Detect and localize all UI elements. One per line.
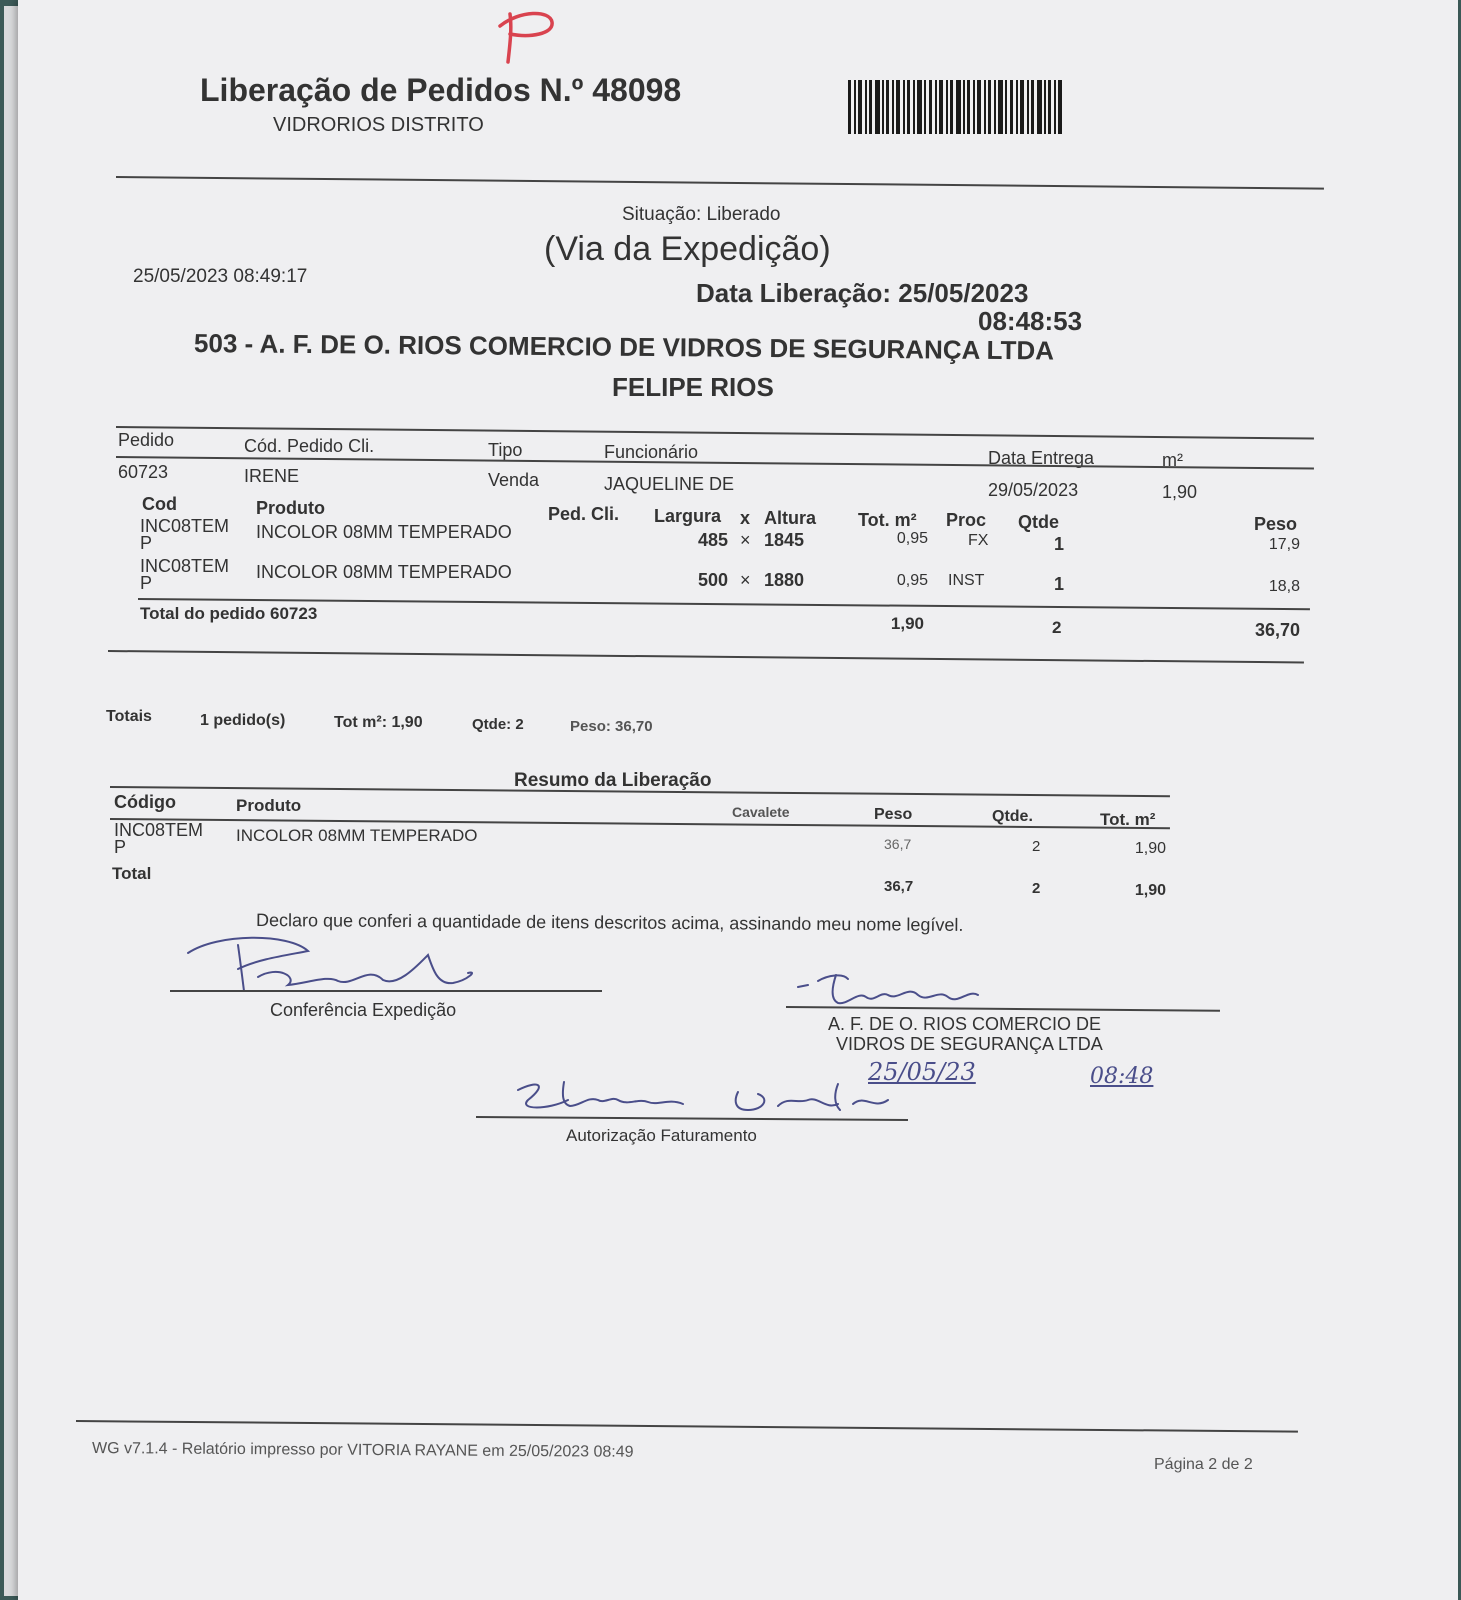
- item-x: ×: [740, 530, 751, 550]
- signature-autorizacao: [508, 1070, 908, 1130]
- item-qtde: 1: [1054, 574, 1065, 594]
- item-cod: [140, 518, 229, 552]
- data-liberacao: Data Liberação: 25/05/2023: [696, 278, 1029, 308]
- resumo-total-label: Total: [112, 864, 152, 883]
- resumo-header-qtde: Qtde.: [992, 808, 1033, 825]
- resumo-header-produto: Produto: [236, 796, 302, 815]
- via-title: (Via da Expedição): [544, 230, 831, 268]
- header-funcionario: Funcionário: [604, 442, 699, 462]
- item-largura: 485: [697, 530, 728, 550]
- order-total-peso: 36,70: [1254, 620, 1300, 640]
- footer-line: [76, 1420, 1298, 1432]
- resumo-header-peso: Peso: [874, 806, 913, 823]
- value-funcionario: JAQUELINE DE: [604, 474, 735, 494]
- item-cod-line1: INC08TEM: [140, 516, 230, 536]
- totals-peso: Peso: 36,70: [570, 718, 653, 735]
- item-header-altura: Altura: [764, 508, 817, 528]
- handwritten-time: 08:48: [1090, 1064, 1154, 1089]
- order-total-m2: 1,90: [890, 614, 924, 633]
- item-proc: FX: [968, 532, 989, 549]
- item-tot-m2: 0,95: [896, 530, 928, 547]
- resumo-total-peso: 36,7: [884, 878, 914, 895]
- item-cod-line2: P: [140, 573, 153, 593]
- document-page: [18, 0, 1458, 1600]
- resumo-codigo-line2: P: [114, 837, 127, 857]
- item-header-tot-m2: Tot. m²: [858, 510, 917, 530]
- totals-qtde: Qtde: 2: [472, 716, 524, 733]
- item-header-peso: Peso: [1254, 514, 1298, 534]
- situacao-text: Situação: Liberado: [622, 204, 781, 225]
- resumo-peso: 36,7: [884, 836, 912, 852]
- resumo-header-cavalete: Cavalete: [732, 804, 790, 820]
- value-cod-pedido-cli: IRENE: [244, 466, 300, 486]
- company-line2: VIDROS DE SEGURANÇA LTDA: [836, 1034, 1103, 1054]
- value-tipo: Venda: [488, 470, 540, 490]
- item-cod: [140, 558, 229, 592]
- item-produto: INCOLOR 08MM TEMPERADO: [256, 562, 512, 582]
- resumo-codigo: [114, 822, 203, 856]
- resumo-qtde: 2: [1032, 838, 1041, 855]
- handwritten-p-mark: [480, 4, 570, 66]
- barcode: [848, 80, 1063, 134]
- totals-m2: Tot m²: 1,90: [334, 714, 423, 731]
- resumo-tot-m2: 1,90: [1134, 840, 1166, 857]
- item-altura: 1845: [764, 530, 805, 550]
- item-tot-m2: 0,95: [896, 572, 928, 589]
- item-header-largura: Largura: [654, 506, 722, 526]
- item-header-produto: Produto: [256, 498, 325, 518]
- value-data-entrega: 29/05/2023: [988, 480, 1079, 500]
- order-total-label: Total do pedido 60723: [140, 604, 318, 623]
- document-title: Liberação de Pedidos N.º 48098: [200, 72, 682, 108]
- conferencia-label: Conferência Expedição: [270, 1000, 457, 1020]
- item-proc: INST: [948, 572, 985, 589]
- footer-page-number: Página 2 de 2: [1154, 1456, 1253, 1473]
- resumo-total-qtde: 2: [1032, 880, 1041, 897]
- item-peso: 17,9: [1268, 536, 1300, 553]
- resumo-codigo-line1: INC08TEM: [114, 820, 204, 840]
- header-tipo: Tipo: [488, 440, 523, 460]
- resumo-header-codigo: Código: [114, 792, 176, 812]
- totals-label: Totais: [106, 708, 152, 725]
- item-peso: 18,8: [1268, 578, 1300, 595]
- header-cod-pedido-cli: Cód. Pedido Cli.: [244, 436, 375, 456]
- item-header-cod: Cod: [142, 494, 177, 514]
- hora-liberacao: 08:48:53: [978, 306, 1083, 336]
- item-header-ped-cli: Ped. Cli.: [548, 504, 620, 524]
- item-header-qtde: Qtde: [1018, 512, 1060, 532]
- item-cod-line1: INC08TEM: [140, 556, 230, 576]
- header-data-entrega: Data Entrega: [988, 448, 1095, 468]
- company-line1: A. F. DE O. RIOS COMERCIO DE: [828, 1014, 1102, 1034]
- footer-printed-by: WG v7.1.4 - Relatório impresso por VITORIA RAYANE em 25/05/2023 08:49: [91, 1440, 634, 1461]
- resumo-total-m2: 1,90: [1134, 882, 1166, 899]
- totals-pedidos: 1 pedido(s): [200, 712, 286, 729]
- company-short-name: VIDRORIOS DISTRITO: [273, 114, 484, 136]
- declaration-text: Declaro que conferi a quantidade de itens descritos acima, assinando meu nome legível.: [255, 910, 964, 935]
- item-header-proc: Proc: [946, 510, 987, 530]
- item-x: ×: [740, 570, 751, 590]
- item-qtde: 1: [1054, 534, 1065, 554]
- item-altura: 1880: [764, 570, 805, 590]
- item-largura: 500: [697, 570, 728, 590]
- value-pedido: 60723: [118, 462, 169, 482]
- item-header-x: x: [740, 508, 751, 528]
- conferencia-line: [170, 990, 602, 992]
- value-m2: 1,90: [1162, 482, 1198, 502]
- resumo-produto: INCOLOR 08MM TEMPERADO: [236, 826, 478, 845]
- item-produto: INCOLOR 08MM TEMPERADO: [256, 522, 512, 542]
- printed-datetime: 25/05/2023 08:49:17: [133, 266, 308, 287]
- client-name: 503 - A. F. DE O. RIOS COMERCIO DE VIDROS DE SEGURANÇA LTDA: [193, 328, 1055, 366]
- client-contact: FELIPE RIOS: [612, 372, 774, 402]
- order-total-qtde: 2: [1052, 618, 1062, 637]
- resumo-title: Resumo da Liberação: [514, 770, 712, 791]
- item-cod-line2: P: [140, 533, 153, 553]
- resumo-header-tot-m2: Tot. m²: [1100, 810, 1156, 829]
- handwritten-date: 25/05/23: [868, 1058, 976, 1086]
- header-m2: m²: [1162, 450, 1183, 470]
- header-pedido: Pedido: [118, 430, 175, 450]
- order-bottom-line: [108, 650, 1304, 663]
- header-divider: [116, 176, 1324, 190]
- autorizacao-label: Autorização Faturamento: [566, 1126, 757, 1145]
- signature-conferencia: [178, 925, 508, 1000]
